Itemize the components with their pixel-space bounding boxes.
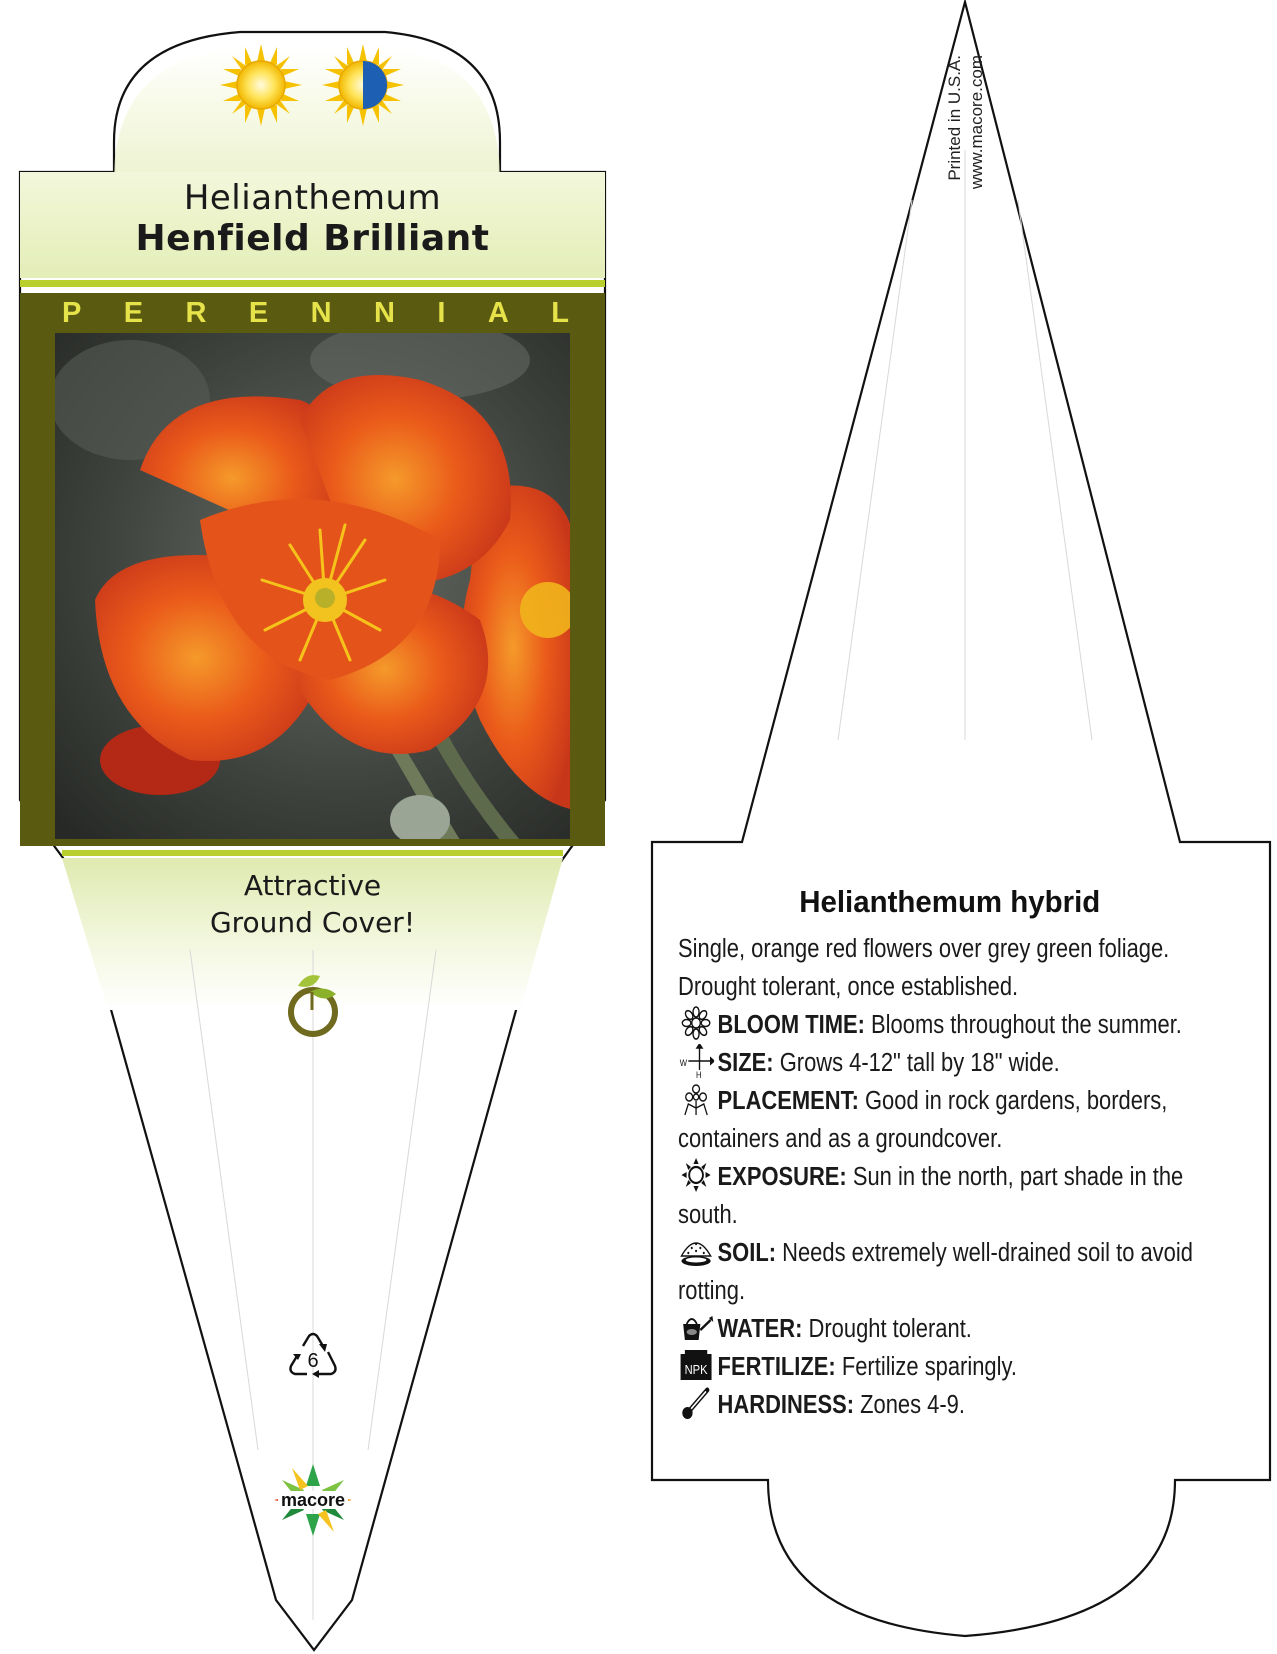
printed-url: www.macore.com xyxy=(967,55,986,190)
npk-icon xyxy=(678,1348,714,1382)
attr-hardiness: HARDINESS: Zones 4-9. xyxy=(678,1386,1238,1424)
svg-text:W: W xyxy=(679,1057,688,1069)
category-letter: E xyxy=(248,297,269,329)
part-sun-icon xyxy=(320,42,406,128)
flower-icon xyxy=(678,1006,714,1040)
attr-water: WATER: Drought tolerant. xyxy=(678,1310,1238,1348)
category-letter: N xyxy=(310,297,332,329)
printed-info xyxy=(944,55,1004,215)
svg-text:NPK: NPK xyxy=(684,1362,708,1378)
category-letter: R xyxy=(185,297,207,329)
attr-exposure: EXPOSURE: Sun in the north, part shade in the south. xyxy=(678,1158,1238,1234)
seedling-icon xyxy=(284,970,344,1040)
macore-logo xyxy=(270,1460,356,1540)
care-info xyxy=(678,930,1238,1424)
attr-size: W H SIZE: Grows 4-12" tall by 18" wide. xyxy=(678,1044,1238,1082)
category-label xyxy=(22,297,607,330)
recycle-icon xyxy=(285,1330,341,1382)
attr-bloom-time: BLOOM TIME: Blooms throughout the summer. xyxy=(678,1006,1238,1044)
plant-variety-title: Henfield Brilliant xyxy=(135,218,490,259)
category-letter: P xyxy=(62,297,82,329)
soil-icon xyxy=(678,1234,714,1268)
attr-soil: SOIL: Needs extremely well-drained soil to avoid rotting. xyxy=(678,1234,1238,1310)
category-letter: I xyxy=(437,297,446,329)
svg-text:H: H xyxy=(696,1069,702,1078)
description: Single, orange red flowers over grey green foliage. Drought tolerant, once established. xyxy=(678,935,1170,1001)
attr-placement: PLACEMENT: Good in rock gardens, borders, containers and as a groundcover. xyxy=(678,1082,1238,1158)
watering-can-icon xyxy=(678,1310,714,1344)
header-divider xyxy=(20,280,605,287)
category-letter: A xyxy=(487,297,509,329)
category-letter: E xyxy=(123,297,144,329)
tagline-line: Attractive xyxy=(243,869,382,902)
size-arrows-icon xyxy=(678,1044,714,1078)
botanical-heading: Helianthemum hybrid xyxy=(799,884,1101,919)
recycle-code: 6 xyxy=(307,1350,319,1372)
tagline xyxy=(20,867,605,941)
placement-icon xyxy=(678,1082,714,1116)
brand-name: macore xyxy=(280,1490,346,1510)
flower-photo xyxy=(50,320,576,845)
attr-fertilize: NPK FERTILIZE: Fertilize sparingly. xyxy=(678,1348,1238,1386)
thermometer-icon xyxy=(678,1386,714,1420)
sun-outline-icon xyxy=(678,1158,714,1192)
tagline-line: Ground Cover! xyxy=(209,906,416,939)
printed-line: Printed in U.S.A. xyxy=(945,55,964,181)
plant-genus-title: Helianthemum xyxy=(183,178,442,218)
category-letter: N xyxy=(374,297,395,329)
full-sun-icon xyxy=(218,42,304,128)
category-letter: L xyxy=(551,297,569,329)
